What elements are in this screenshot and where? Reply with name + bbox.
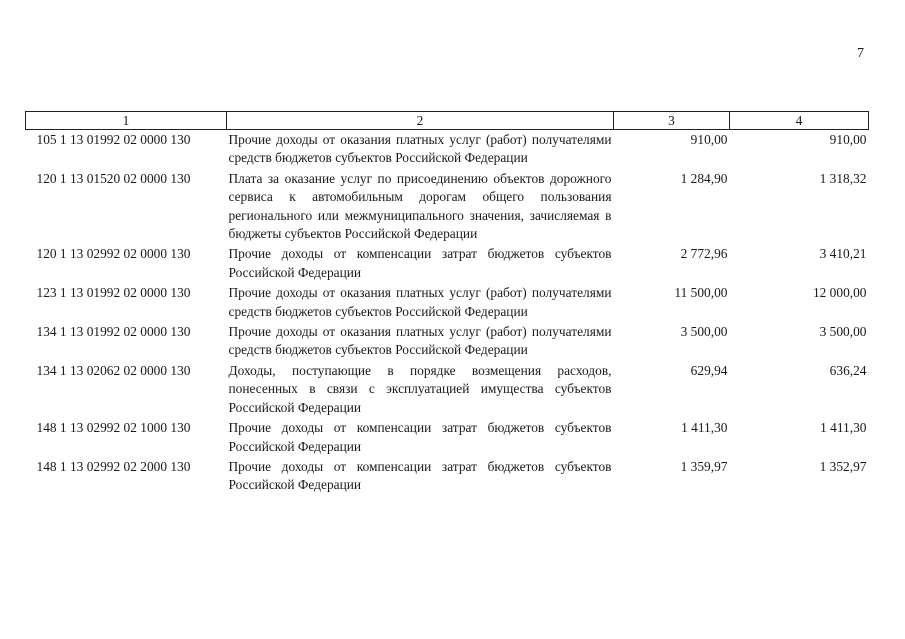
budget-code: 123 1 13 01992 02 0000 130 — [36, 285, 191, 301]
amount-col-4: 1 411,30 — [820, 420, 867, 436]
header-col-2: 2 — [227, 112, 614, 130]
amount-col-3: 3 500,00 — [680, 324, 728, 340]
budget-code: 148 1 13 02992 02 1000 130 — [36, 420, 191, 436]
amount-col-3: 1 411,30 — [681, 420, 728, 436]
budget-code: 134 1 13 02062 02 0000 130 — [36, 362, 191, 378]
revenue-name: Прочие доходы от компенсации затрат бюджетов субъектов Российской Федерации — [228, 420, 612, 454]
table-row — [26, 457, 869, 496]
budget-code: 148 1 13 02992 02 2000 130 — [36, 458, 191, 474]
budget-code: 120 1 13 02992 02 0000 130 — [36, 246, 191, 262]
table-row — [26, 283, 869, 322]
header-col-1: 1 — [26, 112, 227, 130]
amount-col-3: 11 500,00 — [674, 285, 728, 301]
table-body — [26, 130, 869, 496]
table-header — [26, 112, 869, 130]
table-row — [26, 244, 869, 283]
amount-col-4: 1 352,97 — [819, 458, 867, 474]
amount-col-3: 629,94 — [690, 362, 728, 378]
amount-col-4: 3 500,00 — [819, 324, 867, 340]
table-row — [26, 130, 869, 169]
table-row — [26, 322, 869, 361]
amount-col-4: 1 318,32 — [819, 170, 867, 186]
revenue-name: Прочие доходы от компенсации затрат бюджетов субъектов Российской Федерации — [228, 246, 612, 280]
budget-code: 105 1 13 01992 02 0000 130 — [36, 132, 191, 147]
table-row — [26, 169, 869, 245]
amount-col-3: 1 359,97 — [680, 458, 728, 474]
revenue-name: Прочие доходы от оказания платных услуг (работ) получателями средств бюджетов субъектов Российской Федерации — [228, 285, 612, 319]
amount-col-4: 12 000,00 — [812, 285, 867, 301]
header-row — [26, 112, 869, 130]
amount-col-3: 1 284,90 — [680, 170, 728, 186]
amount-col-4: 3 410,21 — [819, 246, 867, 262]
revenue-name: Прочие доходы от компенсации затрат бюджетов субъектов Российской Федерации — [228, 458, 612, 493]
amount-col-4: 636,24 — [829, 362, 867, 378]
header-col-3: 3 — [614, 112, 730, 130]
revenue-name: Плата за оказание услуг по присоединению объектов дорожного сервиса к автомобильным дорогам общего пользования регионального или межмуниципального значения, зачисляемая в бюджеты субъектов Российской Федерации — [228, 170, 612, 242]
amount-col-3: 2 772,96 — [680, 246, 728, 262]
amount-col-3: 910,00 — [690, 132, 728, 147]
revenue-name: Прочие доходы от оказания платных услуг (работ) получателями средств бюджетов субъектов Российской Федерации — [228, 132, 612, 166]
revenue-name: Доходы, поступающие в порядке возмещения расходов, понесенных в связи с эксплуатацией имущества субъектов Российской Федерации — [228, 362, 612, 415]
table-row — [26, 361, 869, 418]
budget-code: 120 1 13 01520 02 0000 130 — [36, 170, 191, 186]
revenue-table — [25, 111, 869, 496]
header-col-4: 4 — [730, 112, 869, 130]
budget-code: 134 1 13 01992 02 0000 130 — [36, 324, 191, 340]
page-number: 7 — [857, 46, 864, 61]
amount-col-4: 910,00 — [829, 132, 867, 147]
revenue-name: Прочие доходы от оказания платных услуг (работ) получателями средств бюджетов субъектов Российской Федерации — [228, 324, 612, 358]
table-row — [26, 418, 869, 457]
